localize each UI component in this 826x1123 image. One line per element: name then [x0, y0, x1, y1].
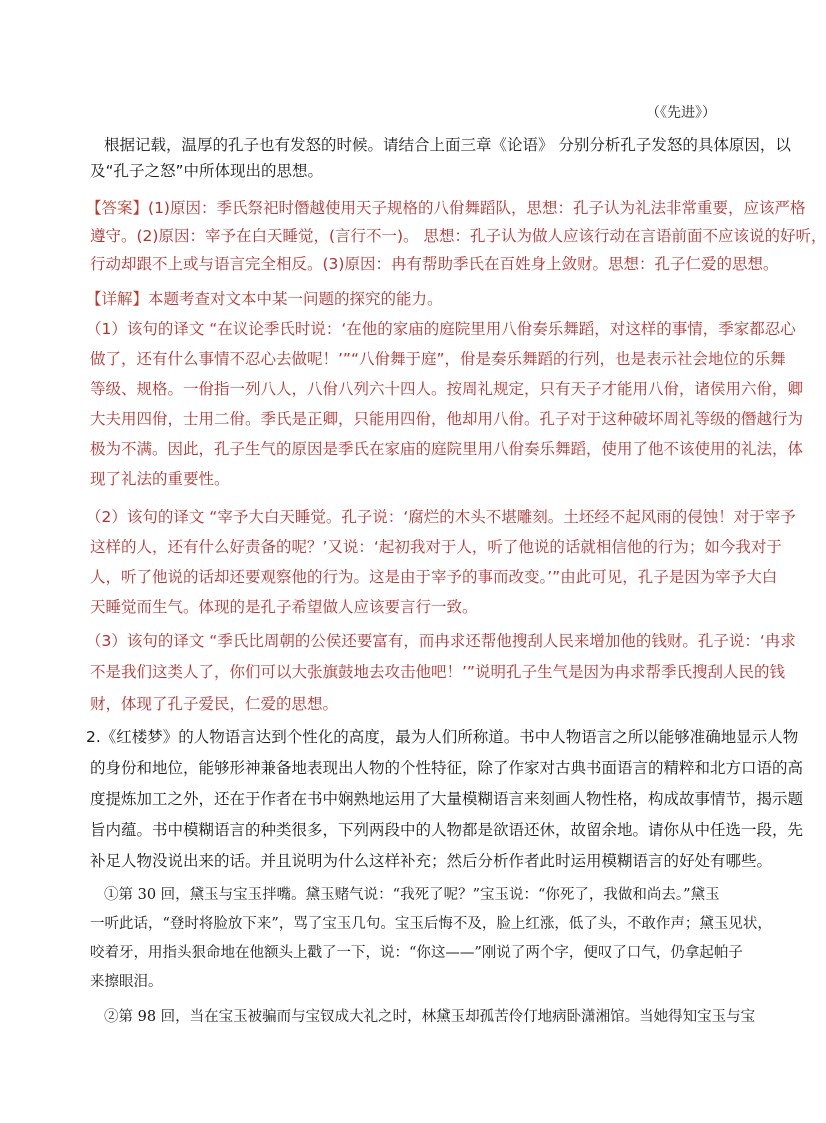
q2-line-1: 2.《红楼梦》的人物语言达到个性化的高度，最为人们所称道。书中人物语言之所以能够准确地显示人物	[86, 728, 799, 746]
detail-p1-line-5: 极为不满。因此，孔子生气的原因是季氏在家庙的庭院里用八佾奏乐舞蹈，使用了他不该使用的礼法，体	[90, 440, 804, 458]
detail-p1-line-2: 做了，还有什么事情不忍心去做呢！’”“八佾舞于庭”，佾是奏乐舞蹈的行列，也是表示社会地位的乐舞	[90, 350, 786, 368]
detail-line-intro	[86, 288, 716, 310]
answer-label: 【答案】	[86, 199, 149, 217]
detail-label: 【详解】	[86, 290, 149, 308]
answer-text-1: (1)原因：季氏祭祀时僭越使用天子规格的八佾舞蹈队，思想：孔子认为礼法非常重要，应该严格	[148, 199, 806, 217]
detail-p2-line-2: 这样的人，还有什么好责备的呢？’又说：‘起初我对于人，听了他说的话就相信他的行为；如今我对于	[90, 538, 782, 556]
q2-line-4: 旨内蕴。书中模糊语言的种类很多，下列两段中的人物都是欲语还休，故留余地。请你从中任选一段，先	[90, 821, 804, 839]
detail-p1-line-1: （1）该句的译文 “在议论季氏时说：‘在他的家庙的庭院里用八佾奏乐舞蹈，对这样的事情，季家都忍心	[86, 320, 796, 338]
detail-intro: 本题考查对文本中某一问题的探究的能力。	[148, 290, 443, 308]
detail-p3-line-1: （3）该句的译文 “季氏比周朝的公侯还要富有，而冉求还帮他搜刮人民来增加他的钱财。孔子说：‘冉求	[86, 632, 796, 650]
answer-line-3: 行动却跟不上或与语言完全相反。(3)原因：冉有帮助季氏在百姓身上敛财。思想：孔子仁爱的思想。	[90, 255, 779, 273]
detail-p2-line-1: （2）该句的译文 “宰予大白天睡觉。孔子说：‘腐烂的木头不堪雕刻。土坯经不起风雨的侵蚀！对于宰予	[86, 508, 796, 526]
source-reference: （《先进》）	[646, 105, 716, 121]
answer-line-1	[86, 197, 806, 219]
detail-p3-line-3: 财，体现了孔子爱民，仁爱的思想。	[90, 695, 339, 713]
passage1-line-4: 来擦眼泪。	[90, 974, 163, 990]
q2-line-2: 的身份和地位，能够形神兼备地表现出人物的个性特征，除了作家对古典书面语言的精粹和北方口语的高	[90, 759, 804, 777]
question-line-1: 根据记载，温厚的孔子也有发怒的时候。请结合上面三章《论语》 分别分析孔子发怒的具体原因，以	[104, 136, 791, 154]
answer-line-2: 遵守。(2)原因：宰予在白天睡觉，(言行不一)。 思想：孔子认为做人应该行动在言语前面不应该说的好听，	[90, 227, 826, 245]
detail-p2-line-3: 人，听了他说的话却还要观察他的行为。这是由于宰予的事而改变。’”由此可见，孔子是因为宰予大白	[90, 568, 778, 586]
passage1-line-1: ①第 30 回，黛玉与宝玉拌嘴。黛玉赌气说：“我死了呢？”宝玉说：“你死了，我做和尚去。”黛玉	[104, 887, 720, 903]
passage1-line-3: 咬着牙，用指头狠命地在他额头上戳了一下，说：“你这——”刚说了两个字，便叹了口气，仍拿起帕子	[90, 945, 743, 961]
detail-p1-line-3: 等级、规格。一佾指一列八人，八佾八列六十四人。按周礼规定，只有天子才能用八佾，诸侯用六佾，卿	[90, 380, 804, 398]
detail-p2-line-4: 天睡觉而生气。体现的是孔子希望做人应该要言行一致。	[90, 598, 478, 616]
q2-line-5: 补足人物没说出来的话。并且说明为什么这样补充；然后分析作者此时运用模糊语言的好处有哪些。	[90, 852, 773, 870]
detail-p1-line-4: 大夫用四佾，士用二佾。季氏是正卿，只能用四佾，他却用八佾。孔子对于这种破坏周礼等级的僭越行为	[90, 410, 804, 428]
passage2-line-1: ②第 98 回，当在宝玉被骗而与宝钗成大礼之时，林黛玉却孤苦伶仃地病卧潇湘馆。当她得知宝玉与宝	[104, 1009, 756, 1025]
passage1-line-2: 一听此话，“登时将脸放下来”，骂了宝玉几句。宝玉后悔不及，脸上红涨，低了头，不敢作声；黛玉见状，	[90, 916, 772, 932]
question-line-2: 及“孔子之怒”中所体现出的思想。	[90, 162, 324, 180]
detail-p3-line-2: 不是我们这类人了，你们可以大张旗鼓地去攻击他吧！’”说明孔子生气是因为冉求帮季氏搜刮人民的钱	[90, 663, 785, 681]
detail-p1-line-6: 现了礼法的重要性。	[90, 470, 230, 488]
q2-line-3: 度提炼加工之外，还在于作者在书中娴熟地运用了大量模糊语言来刻画人物性格，构成故事情节，揭示题	[90, 790, 804, 808]
